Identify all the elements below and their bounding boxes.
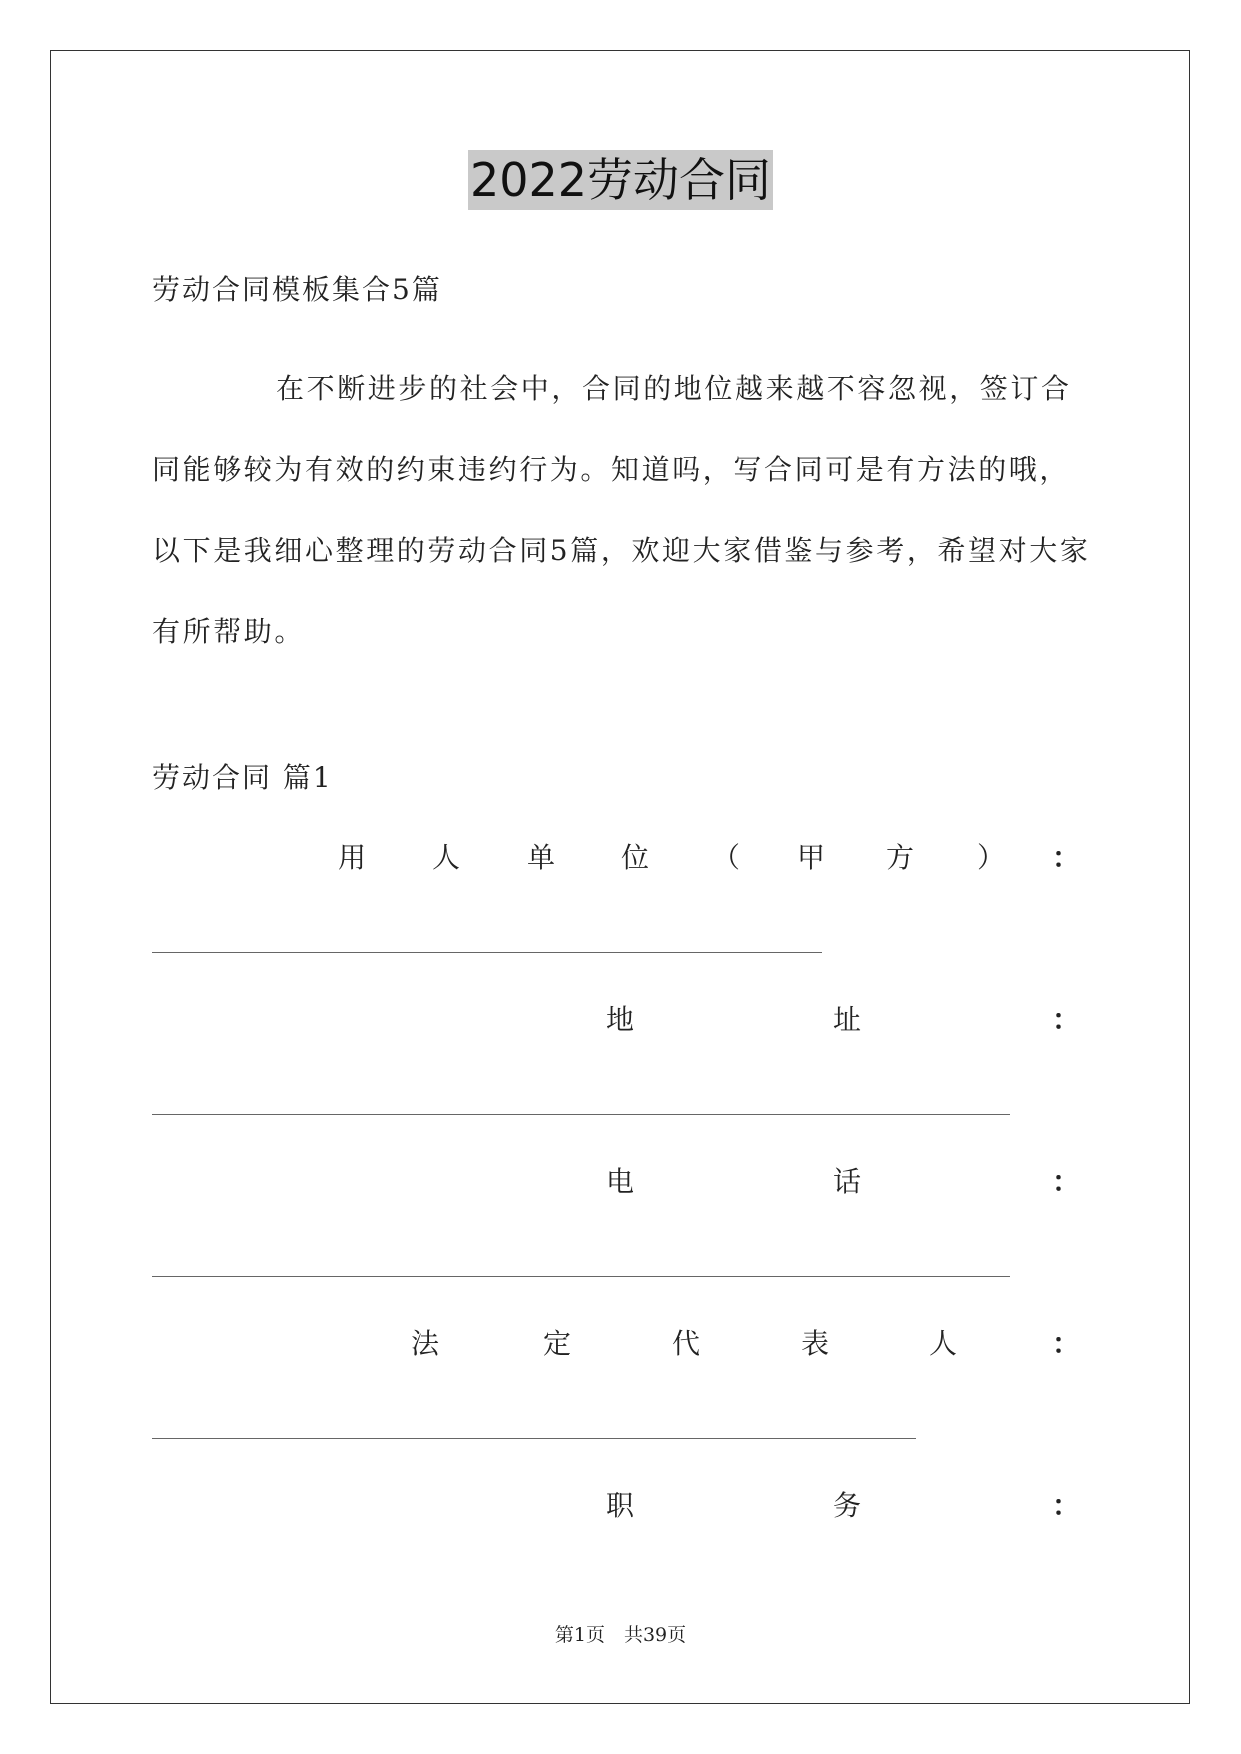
legal-rep-char-5: 人 [929, 1327, 958, 1360]
legal-rep-colon: ： [1052, 1327, 1081, 1360]
page-footer: 第1页 共39页 [554, 1624, 687, 1646]
title-container [0, 150, 1241, 210]
phone-char-2: 话 [833, 1165, 862, 1198]
address-char-1: 地 [606, 1003, 635, 1036]
employer-blank [152, 952, 822, 953]
address-char-2: 址 [833, 1003, 862, 1036]
phone-blank [152, 1276, 1010, 1277]
document-title: 2022劳动合同 [468, 150, 773, 210]
employer-char-7: 方 [886, 841, 915, 874]
address-colon: ： [1052, 1003, 1081, 1036]
intro-paragraph: 在不断进步的社会中，合同的地位越来越不容忽视，签订合同能够较为有效的约束违约行为。知道吗，写合同可是有方法的哦，以下是我细心整理的劳动合同5篇，欢迎大家借鉴与参考，希望对大家有所帮助。 [152, 372, 1091, 648]
legal-rep-char-4: 表 [801, 1327, 830, 1360]
employer-char-3: 单 [527, 841, 556, 874]
legal-rep-char-3: 代 [672, 1327, 701, 1360]
employer-char-5: （ [712, 841, 741, 874]
position-char-1: 职 [606, 1489, 635, 1522]
address-blank [152, 1114, 1010, 1115]
employer-char-6: 甲 [797, 841, 826, 874]
employer-char-2: 人 [432, 841, 461, 874]
employer-colon: ： [1052, 841, 1081, 874]
document-subtitle: 劳动合同模板集合5篇 [152, 273, 442, 306]
phone-colon: ： [1052, 1165, 1081, 1198]
legal-rep-char-1: 法 [411, 1327, 440, 1360]
position-char-2: 务 [833, 1489, 862, 1522]
legal-rep-blank [152, 1438, 916, 1439]
legal-rep-char-2: 定 [543, 1327, 572, 1360]
employer-char-1: 用 [338, 841, 367, 874]
employer-char-4: 位 [621, 841, 650, 874]
phone-char-1: 电 [606, 1165, 635, 1198]
employer-char-8: ） [977, 841, 1006, 874]
section-heading: 劳动合同 篇1 [152, 761, 333, 794]
position-colon: ： [1052, 1489, 1081, 1522]
